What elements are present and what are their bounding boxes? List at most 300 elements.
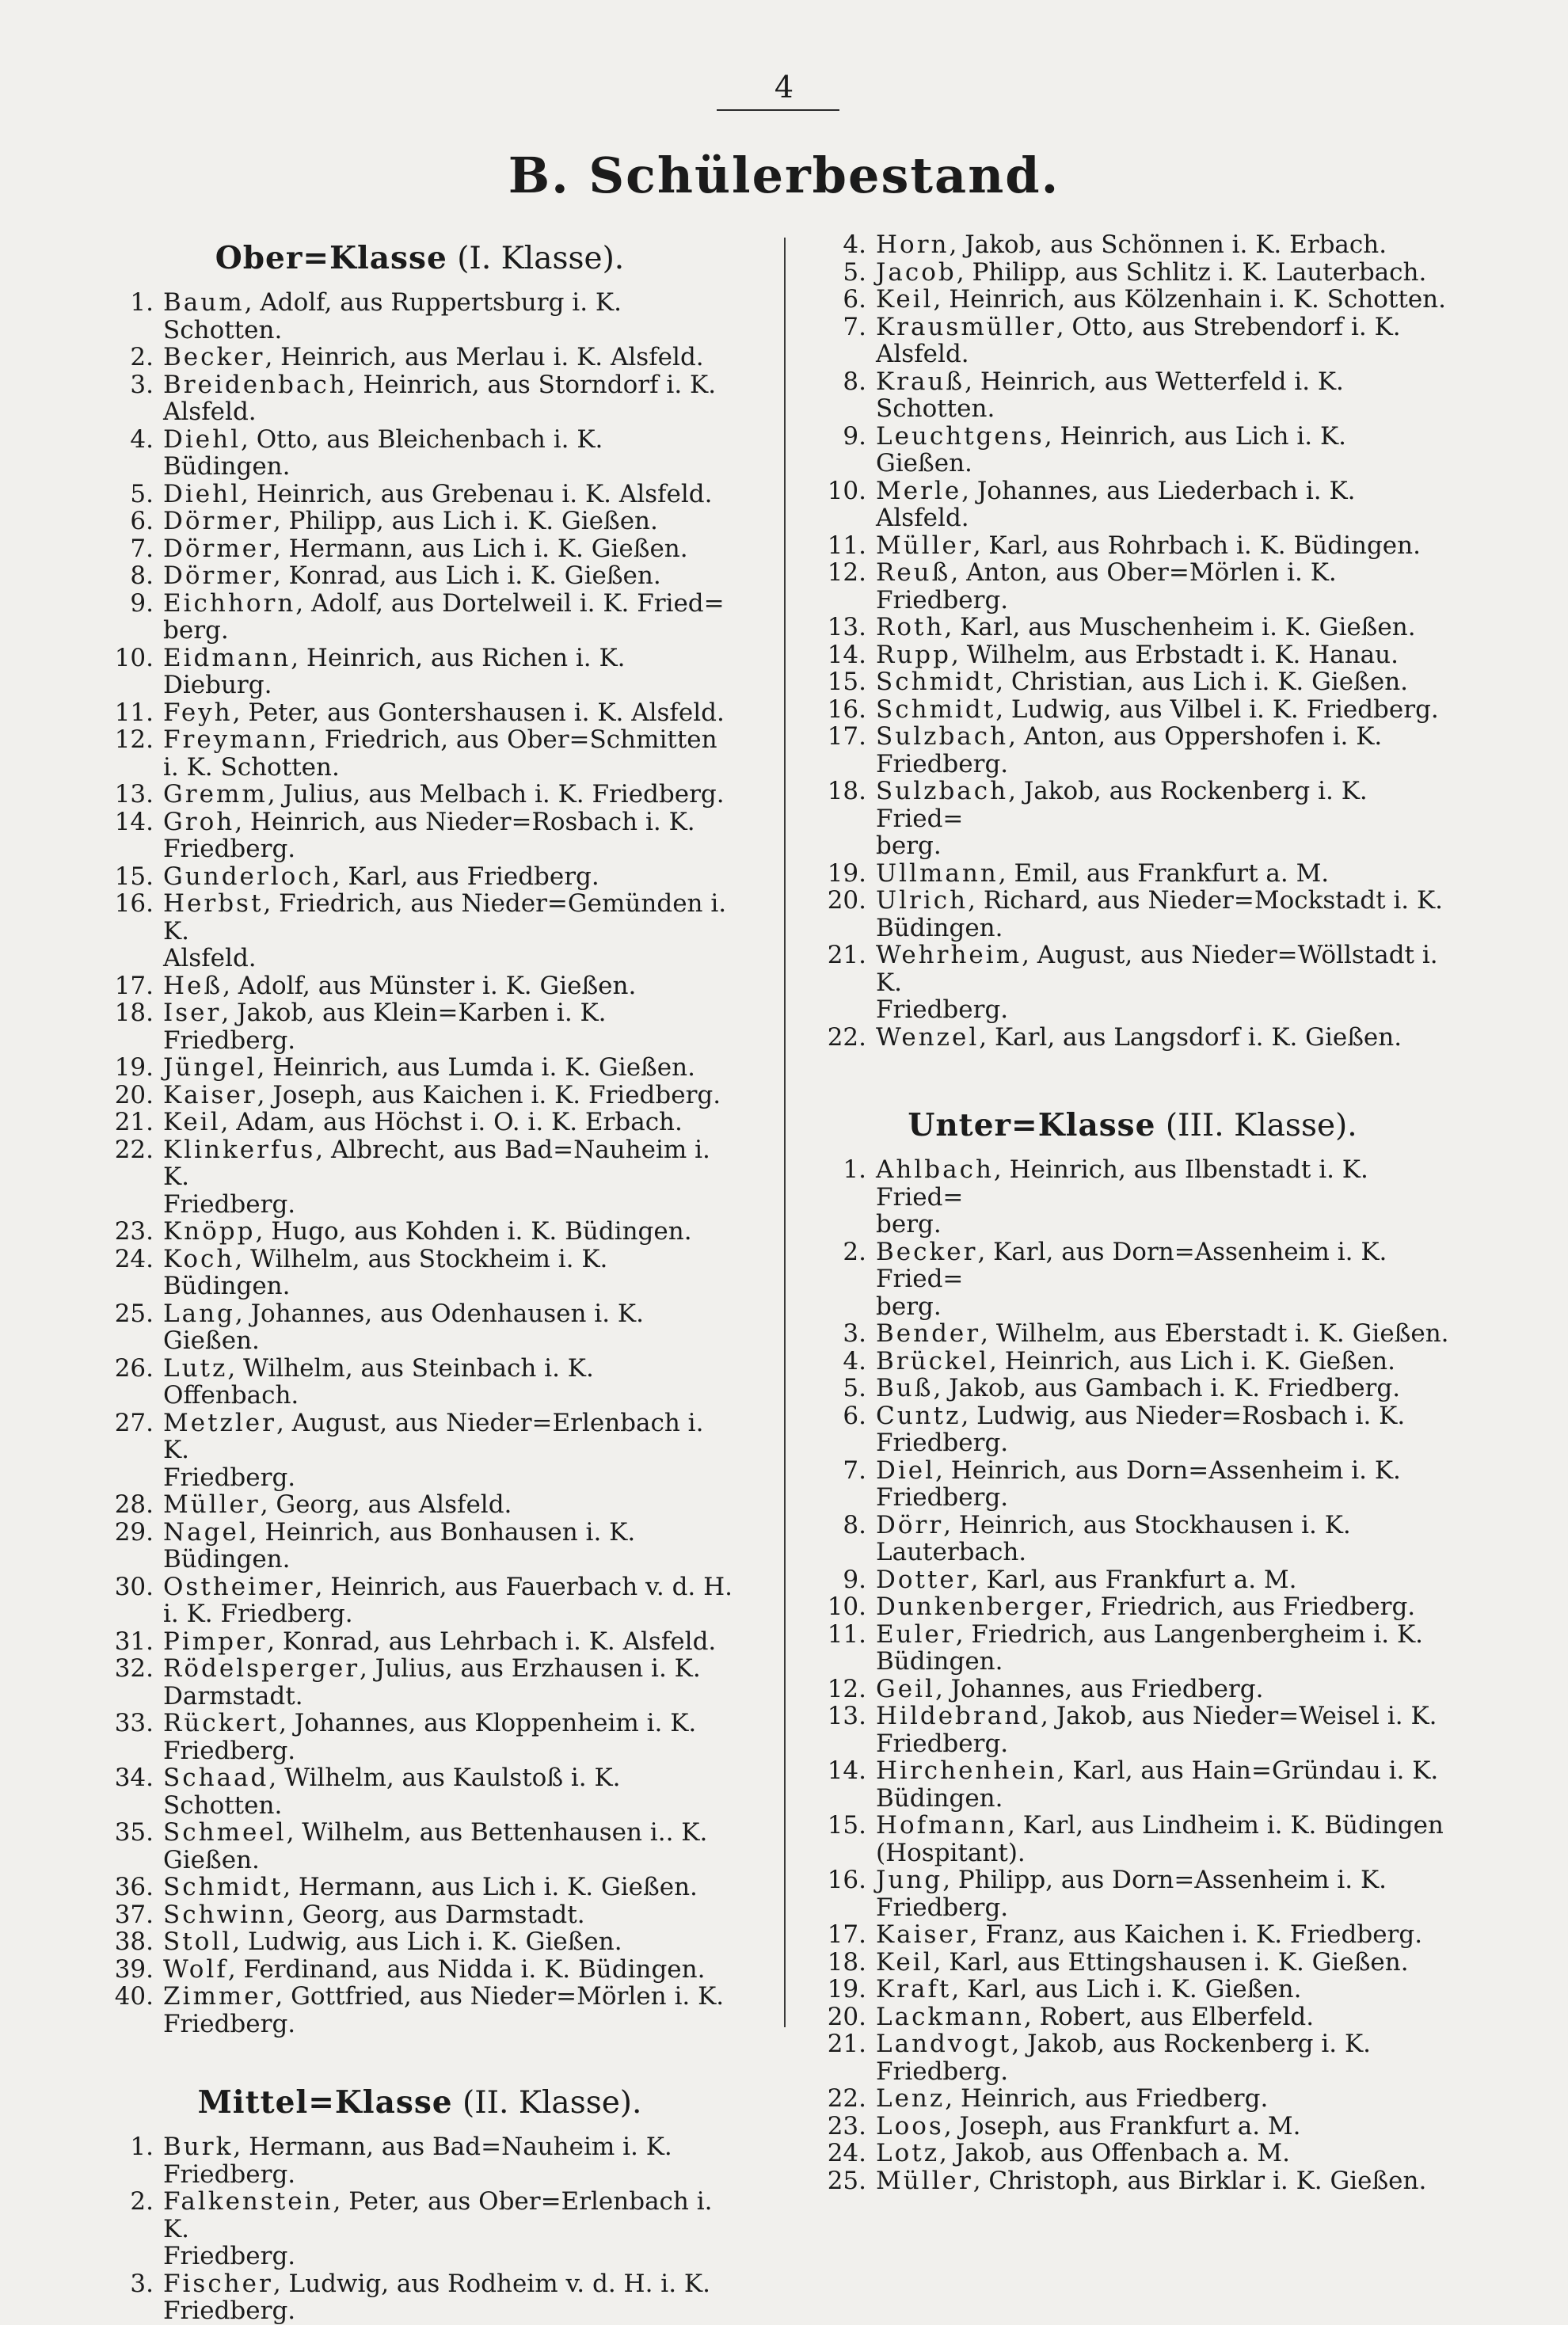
- student-details: , Peter, aus Ober=Erlenbach i. K.: [163, 2187, 713, 2243]
- student-surname: Rückert: [163, 1709, 280, 1737]
- section-heading-suffix: (I. Klasse).: [447, 241, 625, 276]
- student-details: , Jakob, aus Gambach i. K. Friedberg.: [933, 1374, 1401, 1402]
- entry-number: 25.: [114, 1299, 154, 1328]
- student-surname: Geil: [876, 1674, 935, 1703]
- student-details-continued: Friedberg.: [876, 1429, 1009, 1457]
- student-entry: [103, 481, 736, 508]
- student-details: , Jakob, aus Rockenberg i. K. Fried=: [876, 777, 1368, 833]
- entry-text: [154, 1246, 736, 1300]
- student-entry: [103, 999, 736, 1054]
- right-column: [816, 231, 1449, 2194]
- student-surname: Reuß: [876, 558, 951, 587]
- student-details: , Anton, aus Ober=Mörlen i. K. Friedberg.: [876, 558, 1337, 615]
- student-details: , Karl, aus Hain=Gründau i. K.: [1056, 1756, 1439, 1785]
- entry-text: [866, 778, 1449, 860]
- entry-number: 19.: [114, 1053, 154, 1082]
- entry-text: [866, 1703, 1449, 1757]
- entry-number: 8.: [843, 367, 866, 396]
- entry-number: 5.: [843, 257, 866, 287]
- student-details: , Heinrich, aus Merlau i. K. Alsfeld.: [265, 343, 704, 371]
- entry-text: [154, 1874, 736, 1901]
- entry-number: 24.: [114, 1244, 154, 1273]
- left-column: [103, 231, 736, 2325]
- section-heading-ober: [103, 238, 736, 280]
- student-entry: [103, 1054, 736, 1082]
- entry-number: 32.: [114, 1654, 154, 1683]
- student-details: , Karl, aus Ettingshausen i. K. Gießen.: [933, 1947, 1409, 1977]
- student-entry: [103, 1901, 736, 1929]
- entry-text: [154, 344, 736, 371]
- entry-text: [154, 1764, 736, 1819]
- student-entry: [816, 1512, 1449, 1566]
- entry-number: 15.: [827, 1811, 866, 1840]
- entry-number: 13.: [827, 1702, 866, 1730]
- entry-number: 28.: [114, 1490, 154, 1519]
- entry-text: [154, 1628, 736, 1656]
- entry-text: [866, 2140, 1449, 2167]
- student-entry: [816, 1676, 1449, 1703]
- student-entry: [816, 668, 1449, 696]
- student-entry: [816, 231, 1449, 259]
- student-surname: Merle: [876, 476, 962, 505]
- entry-number: 38.: [114, 1927, 154, 1956]
- entry-number: 35.: [114, 1818, 154, 1847]
- entry-number: 4.: [843, 1346, 866, 1376]
- entry-number: 14.: [827, 640, 866, 669]
- student-surname: Ulrich: [876, 886, 969, 915]
- student-entry: [103, 781, 736, 809]
- entry-text: [154, 1655, 736, 1710]
- student-details: , Friedrich, aus Langenbergheim i. K.: [955, 1619, 1423, 1649]
- student-surname: Kraft: [876, 1975, 952, 2003]
- student-entry: [103, 1819, 736, 1874]
- student-details: , August, aus Nieder=Erlenbach i. K.: [163, 1408, 704, 1464]
- student-details: , Joseph, aus Kaichen i. K. Friedberg.: [257, 1080, 721, 1109]
- student-surname: Ostheimer: [163, 1572, 315, 1601]
- student-details: , Philipp, aus Lich i. K. Gießen.: [272, 507, 658, 535]
- student-surname: Ahlbach: [876, 1155, 994, 1184]
- student-details: , Otto, aus Strebendorf i. K.: [1056, 312, 1401, 341]
- student-entry: [816, 887, 1449, 942]
- student-details: , August, aus Nieder=Wöllstadt i. K.: [876, 941, 1438, 997]
- entry-number: 17.: [114, 971, 154, 1000]
- entry-number: 26.: [114, 1353, 154, 1383]
- student-entry: [816, 1566, 1449, 1594]
- entry-text: [866, 641, 1449, 669]
- student-entry: [103, 1573, 736, 1628]
- section-heading-mittel: [103, 2082, 736, 2124]
- entry-number: 21.: [827, 2030, 866, 2058]
- student-surname: Ullmann: [876, 858, 999, 888]
- entry-text: [866, 1348, 1449, 1376]
- student-details: , Heinrich, aus Stockhausen i. K. Lauterbach.: [876, 1510, 1351, 1566]
- student-entry: [816, 259, 1449, 287]
- entry-number: 2.: [843, 1237, 866, 1266]
- section-heading-name: Ober=Klasse: [215, 240, 447, 276]
- student-entry: [103, 1109, 736, 1136]
- student-details: , Jakob, aus Klein=Karben i. K. Friedberg.: [163, 999, 607, 1055]
- student-details: , Wilhelm, aus Stockheim i. K. Büdingen.: [163, 1244, 608, 1300]
- student-details: , Julius, aus Melbach i. K. Friedberg.: [267, 780, 725, 809]
- entry-number: 2.: [130, 2187, 154, 2216]
- entry-number: 1.: [130, 288, 154, 317]
- student-surname: Diehl: [163, 479, 241, 508]
- student-entry: [816, 423, 1449, 478]
- entry-text: [154, 1082, 736, 1109]
- entry-text: [866, 2003, 1449, 2031]
- entry-number: 15.: [114, 862, 154, 891]
- entry-number: 10.: [114, 643, 154, 672]
- student-details: , Wilhelm, aus Erbstadt i. K. Hanau.: [951, 640, 1399, 669]
- entry-number: 40.: [114, 1982, 154, 2011]
- entry-text: [866, 423, 1449, 478]
- entry-text: [866, 1566, 1449, 1594]
- student-details: , Karl, aus Lich i. K. Gießen.: [951, 1975, 1302, 2003]
- student-entry: [816, 641, 1449, 669]
- entry-text: [866, 614, 1449, 641]
- entry-text: [154, 699, 736, 727]
- entry-text: [154, 1054, 736, 1082]
- student-details: , Wilhelm, aus Bettenhausen i.. K.: [286, 1818, 708, 1847]
- student-entry: [816, 1757, 1449, 1812]
- entry-number: 9.: [130, 588, 154, 618]
- student-surname: Schmeel: [163, 1818, 287, 1847]
- student-details: , Philipp, aus Dorn=Assenheim i. K.: [942, 1866, 1387, 1894]
- student-surname: Schwinn: [163, 1900, 287, 1929]
- entry-text: [154, 999, 736, 1054]
- student-details: , Karl, aus Lindheim i. K. Büdingen: [1007, 1811, 1444, 1840]
- page-number-rule: [717, 109, 839, 111]
- entry-number: 12.: [827, 1674, 866, 1703]
- student-details-continued: Friedberg.: [876, 1893, 1009, 1922]
- student-surname: Leuchtgens: [876, 421, 1045, 451]
- student-surname: Eichhorn: [163, 588, 296, 618]
- student-entry: [103, 1928, 736, 1956]
- student-entry: [103, 1410, 736, 1492]
- entry-number: 18.: [114, 999, 154, 1027]
- student-entry: [103, 699, 736, 727]
- student-details: , Robert, aus Elberfeld.: [1024, 2002, 1315, 2031]
- entry-text: [866, 1320, 1449, 1348]
- entry-text: [154, 481, 736, 508]
- student-details: , Heinrich, aus Nieder=Rosbach i. K.: [234, 807, 695, 836]
- entry-text: [866, 1676, 1449, 1703]
- entry-number: 31.: [114, 1627, 154, 1656]
- entry-text: [154, 972, 736, 1000]
- student-surname: Herbst: [163, 889, 264, 918]
- student-surname: Baum: [163, 288, 245, 317]
- student-entry: [816, 1024, 1449, 1052]
- student-details: , Friedrich, aus Ober=Schmitten: [309, 725, 717, 754]
- student-entry: [103, 2270, 736, 2325]
- student-entry: [103, 1710, 736, 1764]
- student-entry: [103, 1491, 736, 1519]
- student-entry: [816, 1375, 1449, 1402]
- entry-number: 5.: [843, 1374, 866, 1402]
- entry-text: [154, 1109, 736, 1136]
- student-entry: [103, 2188, 736, 2270]
- student-entry: [103, 1300, 736, 1355]
- entry-number: 24.: [827, 2139, 866, 2167]
- student-details: , Friedrich, aus Nieder=Gemünden i. K.: [163, 889, 727, 946]
- student-details-continued: Friedberg.: [163, 1189, 296, 1219]
- entry-number: 8.: [843, 1510, 866, 1539]
- student-entry: [816, 2030, 1449, 2085]
- student-details: , Albrecht, aus Bad=Nauheim i. K.: [163, 1135, 710, 1191]
- entry-number: 19.: [827, 1975, 866, 2003]
- student-surname: Hildebrand: [876, 1702, 1041, 1730]
- entry-text: [154, 1300, 736, 1355]
- student-surname: Dörr: [876, 1510, 944, 1539]
- student-details-continued: Friedberg.: [876, 1483, 1009, 1512]
- student-surname: Horn: [876, 230, 950, 259]
- student-surname: Lotz: [876, 2139, 940, 2167]
- student-surname: Sulzbach: [876, 722, 1009, 751]
- student-details-continued: Friedberg.: [876, 2057, 1009, 2086]
- student-entry: [103, 371, 736, 426]
- student-entry: [816, 1703, 1449, 1757]
- student-details-continued: i. K. Schotten.: [163, 752, 340, 782]
- student-entry: [103, 1519, 736, 1573]
- student-entry: [816, 1593, 1449, 1621]
- entry-text: [866, 887, 1449, 942]
- entry-number: 39.: [114, 1954, 154, 1984]
- student-surname: Buß: [876, 1374, 934, 1402]
- student-details: , Christian, aus Lich i. K. Gießen.: [995, 668, 1409, 696]
- student-details: , Karl, aus Dorn=Assenheim i. K. Fried=: [876, 1237, 1387, 1293]
- student-details: , Hermann, aus Bad=Nauheim i. K.: [233, 2133, 672, 2161]
- entry-text: [866, 723, 1449, 778]
- entry-number: 12.: [827, 558, 866, 587]
- entry-number: 14.: [827, 1756, 866, 1785]
- entry-text: [866, 1402, 1449, 1457]
- section-heading-unter: [816, 1105, 1449, 1147]
- entry-text: [154, 1928, 736, 1956]
- entry-text: [154, 1519, 736, 1573]
- entry-number: 2.: [130, 343, 154, 371]
- student-surname: Stoll: [163, 1927, 233, 1956]
- entry-text: [154, 1355, 736, 1410]
- student-entry: [816, 2167, 1449, 2195]
- student-surname: Dunkenberger: [876, 1592, 1085, 1621]
- entry-text: [866, 2113, 1449, 2140]
- entry-text: [154, 1819, 736, 1874]
- entry-text: [866, 1457, 1449, 1512]
- entry-text: [154, 781, 736, 809]
- student-details: , Philipp, aus Schlitz i. K. Lauterbach.: [956, 257, 1427, 287]
- student-surname: Klinkerfus: [163, 1135, 316, 1164]
- student-entry: [816, 614, 1449, 641]
- section-heading-suffix: (II. Klasse).: [452, 2085, 642, 2121]
- student-details: , Heinrich, aus Friedberg.: [945, 2084, 1269, 2113]
- student-surname: Müller: [163, 1490, 261, 1519]
- entry-text: [866, 696, 1449, 724]
- student-surname: Landvogt: [876, 2030, 1012, 2058]
- entry-number: 6.: [843, 285, 866, 314]
- entry-number: 9.: [843, 421, 866, 451]
- student-details: , Hermann, aus Lich i. K. Gießen.: [272, 534, 688, 563]
- student-details: , Emil, aus Frankfurt a. M.: [998, 858, 1330, 888]
- student-details: , Heinrich, aus Ilbenstadt i. K. Fried=: [876, 1155, 1368, 1212]
- student-details: , Wilhelm, aus Steinbach i. K. Offenbach.: [163, 1353, 594, 1410]
- entry-number: 4.: [130, 424, 154, 454]
- entry-text: [866, 478, 1449, 532]
- entry-text: [866, 286, 1449, 314]
- student-details: , Konrad, aus Lich i. K. Gießen.: [272, 561, 661, 590]
- student-surname: Becker: [876, 1237, 978, 1266]
- student-surname: Bender: [876, 1319, 981, 1348]
- student-details-continued: Büdingen.: [876, 1647, 1003, 1676]
- student-details: , Richard, aus Nieder=Mockstadt i. K.: [968, 886, 1444, 915]
- student-details-continued: Friedberg.: [163, 1463, 296, 1492]
- entry-number: 12.: [114, 725, 154, 754]
- entry-text: [866, 1156, 1449, 1239]
- student-details: , Wilhelm, aus Kaulstoß i. K. Schotten.: [163, 1764, 621, 1820]
- entry-number: 21.: [827, 941, 866, 969]
- student-entry: [816, 1156, 1449, 1239]
- student-surname: Diehl: [163, 424, 241, 454]
- student-surname: Iser: [163, 999, 222, 1027]
- student-entry: [103, 1983, 736, 2038]
- section-heading-name: Unter=Klasse: [908, 1107, 1156, 1143]
- entry-number: 10.: [827, 1592, 866, 1621]
- student-details: , Ludwig, aus Rodheim v. d. H. i. K.: [272, 2269, 710, 2298]
- student-surname: Lutz: [163, 1353, 228, 1383]
- student-surname: Rupp: [876, 640, 951, 669]
- student-details: , Ludwig, aus Lich i. K. Gießen.: [232, 1927, 622, 1956]
- student-details: , Heinrich, aus Wetterfeld i. K. Schotten.: [876, 367, 1344, 423]
- entry-text: [154, 562, 736, 590]
- student-surname: Gunderloch: [163, 862, 333, 891]
- student-details-continued: berg.: [163, 616, 229, 645]
- student-details: , Hugo, aus Kohden i. K. Büdingen.: [255, 1217, 692, 1246]
- entry-text: [154, 1410, 736, 1492]
- student-surname: Breidenbach: [163, 370, 348, 399]
- student-details-continued: (Hospitant).: [876, 1838, 1026, 1867]
- entry-text: [866, 1024, 1449, 1052]
- student-details: , Heinrich, aus Lumda i. K. Gießen.: [257, 1053, 695, 1082]
- student-entry: [103, 508, 736, 535]
- entry-text: [154, 426, 736, 481]
- student-entry: [816, 860, 1449, 888]
- student-entry: [103, 1764, 736, 1819]
- student-details: , Anton, aus Oppershofen i. K.: [1008, 722, 1383, 751]
- student-entry: [816, 2003, 1449, 2031]
- entry-number: 11.: [827, 531, 866, 560]
- student-details: , Joseph, aus Frankfurt a. M.: [943, 2111, 1301, 2140]
- mittel-klasse-list-right: [816, 231, 1449, 1051]
- entry-number: 22.: [827, 1022, 866, 1052]
- student-entry: [816, 478, 1449, 532]
- student-surname: Dotter: [876, 1565, 971, 1594]
- student-surname: Müller: [876, 531, 973, 560]
- student-surname: Falkenstein: [163, 2187, 333, 2216]
- student-entry: [816, 1812, 1449, 1866]
- student-details: , Heinrich, aus Richen i. K. Dieburg.: [163, 643, 626, 699]
- student-details: , Jakob, aus Rockenberg i. K.: [1011, 2030, 1371, 2058]
- entry-text: [866, 1921, 1449, 1949]
- student-details: , Johannes, aus Liederbach i. K. Alsfeld.: [876, 476, 1356, 532]
- ober-klasse-list: [103, 289, 736, 2038]
- entry-text: [154, 1956, 736, 1984]
- entry-text: [154, 2188, 736, 2270]
- entry-number: 4.: [843, 230, 866, 259]
- entry-number: 33.: [114, 1709, 154, 1737]
- entry-number: 3.: [130, 2269, 154, 2298]
- student-surname: Fischer: [163, 2269, 273, 2298]
- student-entry: [816, 1976, 1449, 2003]
- student-surname: Loos: [876, 2111, 944, 2140]
- student-surname: Schmidt: [876, 668, 996, 696]
- entry-text: [154, 508, 736, 535]
- entry-text: [866, 668, 1449, 696]
- entry-text: [866, 1949, 1449, 1977]
- entry-number: 1.: [130, 2133, 154, 2161]
- entry-text: [866, 1866, 1449, 1921]
- student-entry: [816, 2140, 1449, 2167]
- student-entry: [103, 645, 736, 699]
- student-entry: [816, 723, 1449, 778]
- student-surname: Eidmann: [163, 643, 291, 672]
- entry-number: 6.: [130, 507, 154, 535]
- student-details-continued: berg.: [876, 831, 942, 860]
- student-surname: Freymann: [163, 725, 309, 754]
- student-details: , Hermann, aus Lich i. K. Gießen.: [283, 1873, 698, 1901]
- entry-text: [866, 259, 1449, 287]
- entry-number: 14.: [114, 807, 154, 836]
- entry-text: [866, 2085, 1449, 2113]
- entry-number: 17.: [827, 722, 866, 751]
- student-surname: Roth: [876, 613, 945, 641]
- student-surname: Euler: [876, 1619, 956, 1649]
- student-details: , Karl, aus Muschenheim i. K. Gießen.: [944, 613, 1416, 641]
- student-surname: Becker: [163, 343, 265, 371]
- student-details: , Julius, aus Erzhausen i. K.: [360, 1654, 701, 1683]
- student-details: , Friedrich, aus Friedberg.: [1084, 1592, 1416, 1621]
- entry-text: [154, 726, 736, 781]
- student-entry: [103, 535, 736, 563]
- student-surname: Dörmer: [163, 561, 273, 590]
- entry-text: [866, 2030, 1449, 2085]
- student-details: , Adam, aus Höchst i. O. i. K. Erbach.: [220, 1108, 683, 1136]
- entry-text: [154, 1710, 736, 1764]
- student-details: , Karl, aus Friedberg.: [332, 862, 599, 891]
- entry-text: [866, 1976, 1449, 2003]
- entry-text: [866, 559, 1449, 614]
- student-entry: [816, 559, 1449, 614]
- entry-text: [154, 1491, 736, 1519]
- entry-text: [154, 371, 736, 426]
- student-surname: Knöpp: [163, 1217, 256, 1246]
- student-surname: Brückel: [876, 1346, 989, 1376]
- student-entry: [103, 590, 736, 645]
- student-details-continued: Alsfeld.: [163, 398, 257, 426]
- entry-number: 9.: [843, 1565, 866, 1594]
- student-details-continued: berg.: [876, 1210, 942, 1239]
- student-details: , Karl, aus Langsdorf i. K. Gießen.: [979, 1022, 1402, 1052]
- entry-number: 36.: [114, 1873, 154, 1901]
- student-entry: [103, 863, 736, 891]
- entry-number: 11.: [114, 698, 154, 727]
- student-surname: Keil: [876, 1947, 934, 1977]
- student-surname: Heß: [163, 971, 223, 1000]
- student-surname: Sulzbach: [876, 777, 1009, 805]
- entry-text: [866, 1239, 1449, 1321]
- entry-number: 11.: [827, 1619, 866, 1649]
- student-entry: [103, 1628, 736, 1656]
- student-details-continued: Friedberg.: [876, 1729, 1009, 1758]
- student-details: , Karl, aus Frankfurt a. M.: [970, 1565, 1297, 1594]
